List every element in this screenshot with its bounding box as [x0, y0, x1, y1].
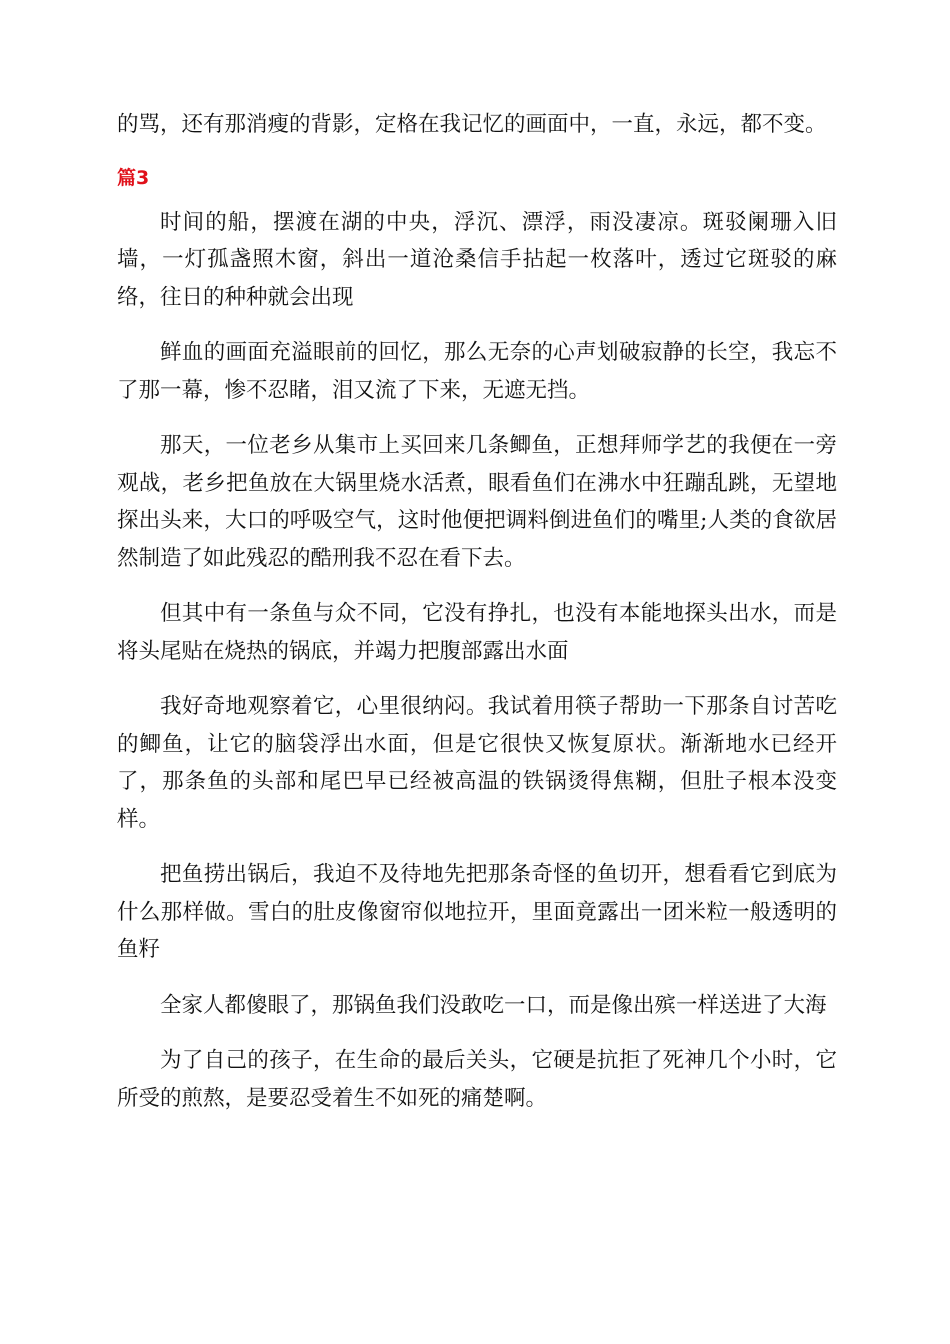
paragraph-5: 我好奇地观察着它，心里很纳闷。我试着用筷子帮助一下那条自讨苦吃的鲫鱼，让它的脑袋浮出水面，但是它很快又恢复原状。渐渐地水已经开了，那条鱼的头部和尾巴早已经被高温的铁锅烫得焦糊，但肚子根本没变样。 — [117, 694, 837, 832]
section-heading: 篇3 — [117, 166, 150, 189]
paragraph-4: 但其中有一条鱼与众不同，它没有挣扎，也没有本能地探头出水，而是将头尾贴在烧热的锅底，并竭力把腹部露出水面 — [117, 601, 837, 664]
document-page — [117, 106, 837, 1135]
paragraph-1: 时间的船，摆渡在湖的中央，浮沉、漂浮，雨没凄凉。斑驳阑珊入旧墙，一灯孤盏照木窗，斜出一道沧桑信手拈起一枚落叶，透过它斑驳的麻络，往日的种种就会出现 — [117, 209, 837, 310]
paragraph-8: 为了自己的孩子，在生命的最后关头，它硬是抗拒了死神几个小时，它所受的煎熬，是要忍受着生不如死的痛楚啊。 — [117, 1048, 837, 1111]
paragraph-6: 把鱼捞出锅后，我迫不及待地先把那条奇怪的鱼切开，想看看它到底为什么那样做。雪白的肚皮像窗帘似地拉开，里面竟露出一团米粒一般透明的鱼籽 — [117, 862, 837, 962]
continuation-paragraph: 的骂，还有那消瘦的背影，定格在我记忆的画面中，一直，永远，都不变。 — [117, 112, 827, 137]
paragraph-2: 鲜血的画面充溢眼前的回忆，那么无奈的心声划破寂静的长空，我忘不了那一幕，惨不忍睹，泪又流了下来，无遮无挡。 — [117, 340, 837, 403]
paragraph-3: 那天，一位老乡从集市上买回来几条鲫鱼，正想拜师学艺的我便在一旁观战，老乡把鱼放在大锅里烧水活煮，眼看鱼们在沸水中狂蹦乱跳，无望地探出头来，大口的呼吸空气，这时他便把调料倒进鱼们的嘴里;人类的食欲居然制造了如此残忍的酷刑我不忍在看下去。 — [117, 433, 837, 571]
paragraph-7: 全家人都傻眼了，那锅鱼我们没敢吃一口，而是像出殡一样送进了大海 — [160, 992, 827, 1018]
